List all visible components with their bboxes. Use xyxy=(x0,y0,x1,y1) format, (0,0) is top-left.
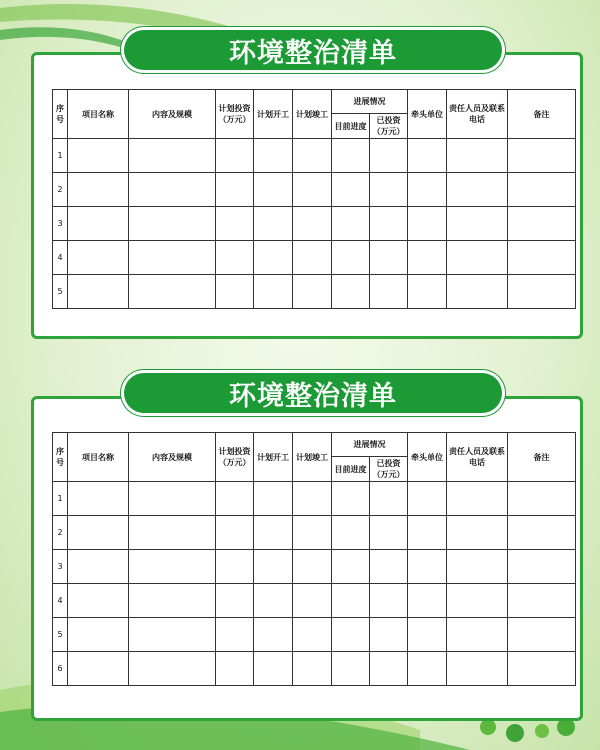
header-planned-start: 计划开工 xyxy=(254,433,293,482)
header-no: 序号 xyxy=(53,433,68,482)
row-number: 6 xyxy=(53,652,68,686)
header-invested: 已投资（万元） xyxy=(370,457,408,482)
table-row xyxy=(53,241,576,275)
header-remarks: 备注 xyxy=(508,90,576,139)
table-row xyxy=(53,516,576,550)
header-progress: 进展情况 xyxy=(332,433,408,457)
header-planned-finish: 计划竣工 xyxy=(293,90,332,139)
header-content-scale: 内容及规模 xyxy=(129,433,216,482)
checklist-title-banner-2 xyxy=(121,370,505,416)
checklist-title-banner-1 xyxy=(121,27,505,73)
row-number: 5 xyxy=(53,618,68,652)
checklist-title-2: 环境整治清单 xyxy=(229,380,397,412)
header-current-progress: 目前进度 xyxy=(332,114,370,139)
header-planned-investment: 计划投资（万元） xyxy=(216,90,254,139)
row-number: 1 xyxy=(53,139,68,173)
checklist-table-1 xyxy=(52,89,576,309)
header-planned-finish: 计划竣工 xyxy=(293,433,332,482)
header-lead-unit: 牵头单位 xyxy=(408,90,447,139)
checklist-table-2 xyxy=(52,432,576,686)
table-row xyxy=(53,139,576,173)
table-row xyxy=(53,550,576,584)
header-planned-investment: 计划投资（万元） xyxy=(216,433,254,482)
header-content-scale: 内容及规模 xyxy=(129,90,216,139)
header-remarks: 备注 xyxy=(508,433,576,482)
table-row xyxy=(53,584,576,618)
table-row xyxy=(53,207,576,241)
header-lead-unit: 牵头单位 xyxy=(408,433,447,482)
header-progress: 进展情况 xyxy=(332,90,408,114)
row-number: 2 xyxy=(53,173,68,207)
header-invested: 已投资（万元） xyxy=(370,114,408,139)
header-responsible: 责任人员及联系电话 xyxy=(447,433,508,482)
table-row xyxy=(53,652,576,686)
row-number: 5 xyxy=(53,275,68,309)
header-project-name: 项目名称 xyxy=(68,90,129,139)
table-row xyxy=(53,173,576,207)
table-row xyxy=(53,275,576,309)
header-project-name: 项目名称 xyxy=(68,433,129,482)
checklist-title-1: 环境整治清单 xyxy=(229,37,397,69)
header-current-progress: 目前进度 xyxy=(332,457,370,482)
header-responsible: 责任人员及联系电话 xyxy=(447,90,508,139)
row-number: 1 xyxy=(53,482,68,516)
header-planned-start: 计划开工 xyxy=(254,90,293,139)
table-row xyxy=(53,482,576,516)
row-number: 2 xyxy=(53,516,68,550)
row-number: 4 xyxy=(53,584,68,618)
header-no: 序号 xyxy=(53,90,68,139)
row-number: 3 xyxy=(53,207,68,241)
table-row xyxy=(53,618,576,652)
row-number: 3 xyxy=(53,550,68,584)
row-number: 4 xyxy=(53,241,68,275)
